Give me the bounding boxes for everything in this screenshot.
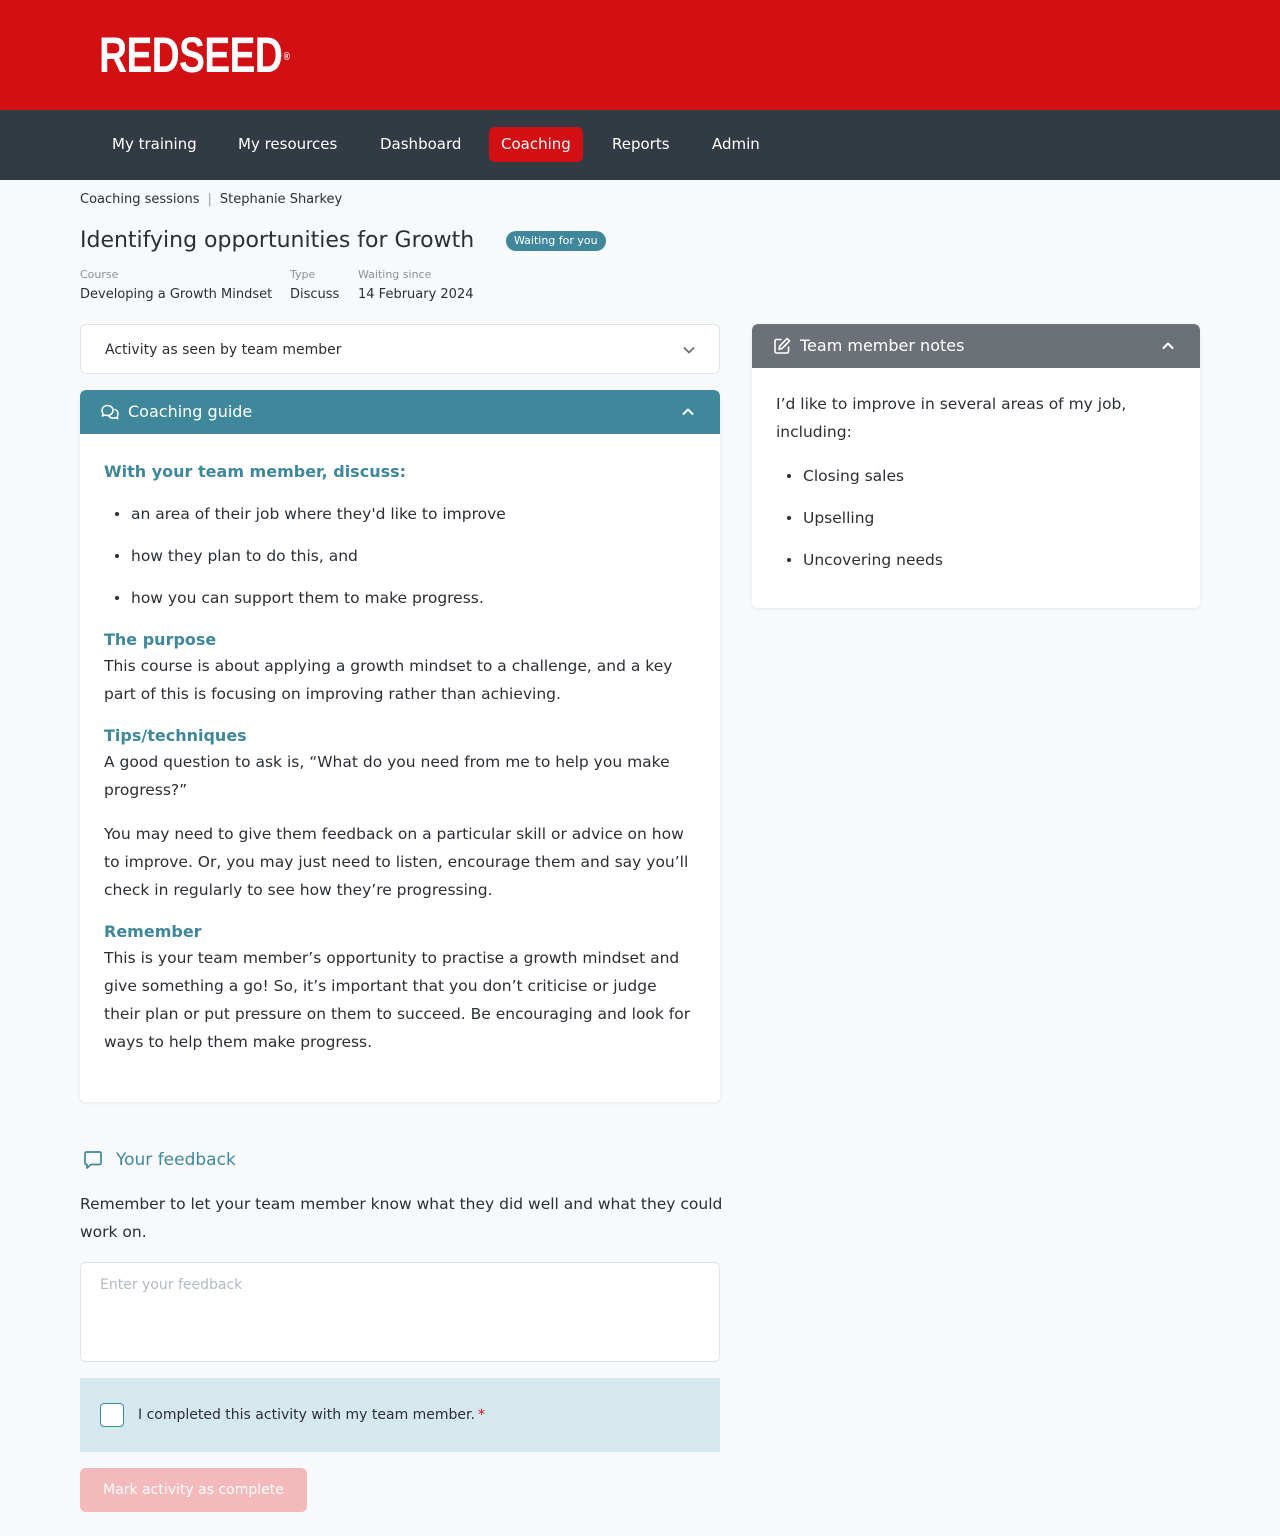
meta-course-value: Developing a Growth Mindset <box>80 287 273 302</box>
tips-heading: Tips/techniques <box>104 726 247 745</box>
team-member-notes-header[interactable] <box>752 324 1200 368</box>
feedback-description: Remember to let your team member know what they did well and what they could work on. <box>80 1195 723 1241</box>
nav-reports[interactable]: Reports <box>612 135 670 153</box>
page-title: Identifying opportunities for Growth <box>80 228 475 253</box>
edit-icon <box>772 336 792 356</box>
chevron-down-icon <box>681 342 697 358</box>
list-item: Closing sales <box>776 462 1176 504</box>
meta-since-value: 14 February 2024 <box>358 287 474 302</box>
feedback-title: Your feedback <box>116 1150 236 1170</box>
required-marker: * <box>477 1407 485 1423</box>
completion-confirmation <box>80 1378 720 1452</box>
logo-text: REDSEED <box>99 27 283 83</box>
chat-bubbles-icon <box>100 402 120 422</box>
registered-mark: ® <box>283 51 290 63</box>
meta-course-label: Course <box>80 268 119 281</box>
completed-checkbox[interactable] <box>100 1403 124 1427</box>
purpose-heading: The purpose <box>104 630 217 649</box>
tips-text-more: You may need to give them feedback on a particular skill or advice on how to improve. Or, you may just need to listen, encourage them and say you’ll check in regularly to see how they’re progressing. <box>104 825 689 899</box>
feedback-input[interactable] <box>80 1262 720 1362</box>
list-item: an area of their job where they'd like to improve <box>104 500 696 542</box>
list-item: how they plan to do this, and <box>104 542 696 584</box>
main-nav <box>0 110 1280 180</box>
breadcrumb-separator: | <box>207 192 212 207</box>
remember-heading: Remember <box>104 922 202 941</box>
nav-dashboard[interactable]: Dashboard <box>380 135 462 153</box>
meta-waiting-since <box>358 268 474 306</box>
redseed-logo[interactable] <box>99 28 289 82</box>
notes-intro: I’d like to improve in several areas of my job, including: <box>776 395 1127 441</box>
tips-text: A good question to ask is, “What do you need from me to help you make progress?” <box>104 753 670 799</box>
purpose-text: This course is about applying a growth mindset to a challenge, and a key part of this is focusing on improving rather than achieving. <box>104 657 673 703</box>
team-member-notes-panel <box>752 324 1200 608</box>
nav-admin[interactable]: Admin <box>712 135 760 153</box>
comment-icon <box>82 1149 104 1171</box>
nav-my-training[interactable]: My training <box>112 135 197 153</box>
discuss-heading: With your team member, discuss: <box>104 462 407 481</box>
meta-type-label: Type <box>290 268 316 281</box>
meta-course <box>80 268 272 306</box>
coaching-guide-panel <box>80 390 720 1102</box>
notes-list <box>776 462 1176 588</box>
coaching-guide-body <box>104 434 696 1056</box>
nav-my-resources[interactable]: My resources <box>238 135 338 153</box>
meta-since-label: Waiting since <box>358 268 432 281</box>
coaching-guide-title: Coaching guide <box>128 402 253 421</box>
status-badge: Waiting for you <box>506 231 606 251</box>
chevron-up-icon <box>1160 338 1176 354</box>
list-item: how you can support them to make progress. <box>104 584 696 626</box>
team-member-notes-body <box>776 390 1176 588</box>
team-member-notes-title: Team member notes <box>800 336 965 355</box>
list-item: Upselling <box>776 504 1176 546</box>
breadcrumb-current[interactable]: Stephanie Sharkey <box>219 192 343 207</box>
mark-complete-button[interactable]: Mark activity as complete <box>80 1468 307 1512</box>
list-item: Uncovering needs <box>776 546 1176 588</box>
coaching-guide-header[interactable] <box>80 390 720 434</box>
activity-accordion-label: Activity as seen by team member <box>105 342 342 358</box>
app-header <box>0 0 1280 110</box>
breadcrumb-coaching-sessions[interactable]: Coaching sessions <box>80 192 200 207</box>
breadcrumb <box>80 190 342 210</box>
meta-type-value: Discuss <box>290 287 340 302</box>
nav-coaching[interactable]: Coaching <box>489 127 583 162</box>
completed-checkbox-label <box>138 1404 485 1426</box>
activity-accordion[interactable] <box>80 324 720 374</box>
chevron-up-icon <box>680 404 696 420</box>
remember-text: This is your team member’s opportunity to practise a growth mindset and give something a go! So, it’s important that you don’t criticise or judge their plan or put pressure on them to succeed. Be encouraging and look for ways to help them make progress. <box>104 949 691 1051</box>
discuss-list <box>104 500 696 626</box>
confirm-text: I completed this activity with my team member. <box>138 1407 475 1423</box>
meta-type <box>290 268 339 306</box>
